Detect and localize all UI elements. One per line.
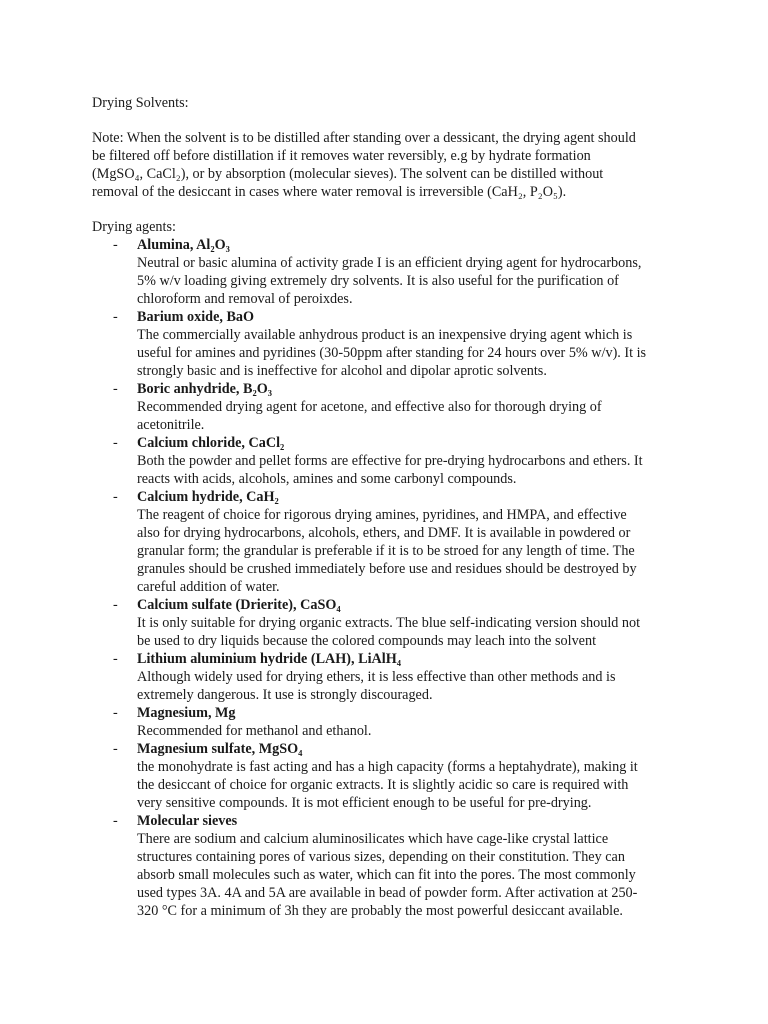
drying-agents-list bbox=[0, 236, 768, 920]
description-line: strongly basic and is ineffective for alcohol and dipolar aprotic solvents. bbox=[137, 363, 547, 379]
drying-agent-description bbox=[137, 506, 677, 596]
drying-agent-item bbox=[0, 740, 677, 812]
description-line: careful addition of water. bbox=[137, 579, 280, 595]
drying-agent-description bbox=[137, 254, 677, 308]
document-title: Drying Solvents: bbox=[92, 95, 189, 111]
bullet-dash: - bbox=[113, 381, 118, 397]
drying-agent-description bbox=[137, 758, 677, 812]
bullet-dash: - bbox=[113, 489, 118, 505]
drying-agent-item bbox=[0, 650, 677, 704]
drying-agent-description bbox=[137, 668, 677, 704]
drying-agent-item bbox=[0, 812, 677, 920]
description-line: granular form; the grandular is preferable if it is to be stroed for any length of time. The bbox=[137, 543, 635, 559]
note-line: Note: When the solvent is to be distilled after standing over a dessicant, the drying agent should bbox=[92, 130, 636, 146]
drying-agent-name: Calcium chloride, CaCl₂ bbox=[137, 435, 285, 451]
bullet-dash: - bbox=[113, 597, 118, 613]
description-line: used types 3A. 4A and 5A are available in bead of powder form. After activation at 250- bbox=[137, 885, 638, 901]
drying-agent-item bbox=[0, 308, 677, 380]
drying-agent-name: Lithium aluminium hydride (LAH), LiAlH₄ bbox=[137, 651, 402, 667]
bullet-dash: - bbox=[113, 309, 118, 325]
bullet-dash: - bbox=[113, 705, 118, 721]
description-line: structures containing pores of various sizes, depending on their constitution. They can bbox=[137, 849, 625, 865]
description-line: 5% w/v loading giving extremely dry solvents. It is also useful for the purification of bbox=[137, 273, 619, 289]
drying-agent-description bbox=[137, 722, 677, 740]
drying-agent-item bbox=[0, 236, 677, 308]
description-line: absorb small molecules such as water, which can fit into the pores. The most commonly bbox=[137, 867, 636, 883]
bullet-dash: - bbox=[113, 651, 118, 667]
description-line: chloroform and removal of peroixdes. bbox=[137, 291, 353, 307]
drying-agent-description bbox=[137, 830, 677, 920]
drying-agent-description bbox=[137, 326, 677, 380]
description-line: granules should be crushed immediately before use and residues should be destroyed by bbox=[137, 561, 637, 577]
bullet-dash: - bbox=[113, 813, 118, 829]
bullet-dash: - bbox=[113, 237, 118, 253]
note-paragraph bbox=[92, 129, 678, 201]
description-line: useful for amines and pyridines (30-50ppm after standing for 24 hours over 5% w/v). It is bbox=[137, 345, 647, 361]
description-line: the desiccant of choice for organic extracts. It is slightly acidic so care is required with bbox=[137, 777, 629, 793]
bullet-dash: - bbox=[113, 741, 118, 757]
drying-agent-item bbox=[0, 380, 677, 434]
note-line: removal of the desiccant in cases where water removal is irreversible (CaH₂, P₂O₅). bbox=[92, 184, 567, 200]
drying-agent-name: Calcium hydride, CaH₂ bbox=[137, 489, 279, 505]
description-line: be used to dry liquids because the colored compounds may leach into the solvent bbox=[137, 633, 597, 649]
description-line: Both the powder and pellet forms are effective for pre-drying hydrocarbons and ethers. It bbox=[137, 453, 643, 469]
drying-agent-description bbox=[137, 614, 677, 650]
description-line: Recommended for methanol and ethanol. bbox=[137, 723, 372, 739]
drying-agent-description bbox=[137, 452, 677, 488]
drying-agent-item bbox=[0, 488, 677, 596]
description-line: very sensitive compounds. It is mot efficient enough to be useful for pre-drying. bbox=[137, 795, 592, 811]
drying-agent-name: Boric anhydride, B₂O₃ bbox=[137, 381, 273, 397]
drying-agent-name: Alumina, Al₂O₃ bbox=[137, 237, 230, 253]
description-line: extremely dangerous. It use is strongly discouraged. bbox=[137, 687, 433, 703]
drying-agent-name: Magnesium, Mg bbox=[137, 705, 236, 721]
note-line: be filtered off before distillation if it removes water reversibly, e.g by hydrate formation bbox=[92, 148, 591, 164]
drying-agent-name: Molecular sieves bbox=[137, 813, 238, 829]
drying-agent-name: Magnesium sulfate, MgSO₄ bbox=[137, 741, 303, 757]
description-line: also for drying hydrocarbons, alcohols, ethers, and DMF. It is available in powdered or bbox=[137, 525, 631, 541]
drying-agent-description bbox=[137, 398, 677, 434]
description-line: reacts with acids, alcohols, amines and some carbonyl compounds. bbox=[137, 471, 517, 487]
description-line: Neutral or basic alumina of activity grade I is an efficient drying agent for hydrocarbons, bbox=[137, 255, 642, 271]
description-line: Recommended drying agent for acetone, and effective also for thorough drying of bbox=[137, 399, 602, 415]
description-line: Although widely used for drying ethers, it is less effective than other methods and is bbox=[137, 669, 616, 685]
note-line: (MgSO₄, CaCl₂), or by absorption (molecular sieves). The solvent can be distilled without bbox=[92, 166, 604, 182]
drying-agents-heading: Drying agents: bbox=[92, 219, 176, 235]
description-line: 320 °C for a minimum of 3h they are probably the most powerful desiccant available. bbox=[137, 903, 623, 919]
drying-agent-item bbox=[0, 596, 677, 650]
drying-agent-item bbox=[0, 434, 677, 488]
drying-agent-name: Barium oxide, BaO bbox=[137, 309, 255, 325]
drying-agent-item bbox=[0, 704, 677, 740]
description-line: the monohydrate is fast acting and has a high capacity (forms a heptahydrate), making it bbox=[137, 759, 638, 775]
description-line: It is only suitable for drying organic extracts. The blue self-indicating version should not bbox=[137, 615, 641, 631]
drying-agent-name: Calcium sulfate (Drierite), CaSO₄ bbox=[137, 597, 341, 613]
bullet-dash: - bbox=[113, 435, 118, 451]
description-line: The reagent of choice for rigorous drying amines, pyridines, and HMPA, and effective bbox=[137, 507, 627, 523]
description-line: The commercially available anhydrous product is an inexpensive drying agent which is bbox=[137, 327, 633, 343]
description-line: acetonitrile. bbox=[137, 417, 205, 433]
description-line: There are sodium and calcium aluminosilicates which have cage-like crystal lattice bbox=[137, 831, 609, 847]
